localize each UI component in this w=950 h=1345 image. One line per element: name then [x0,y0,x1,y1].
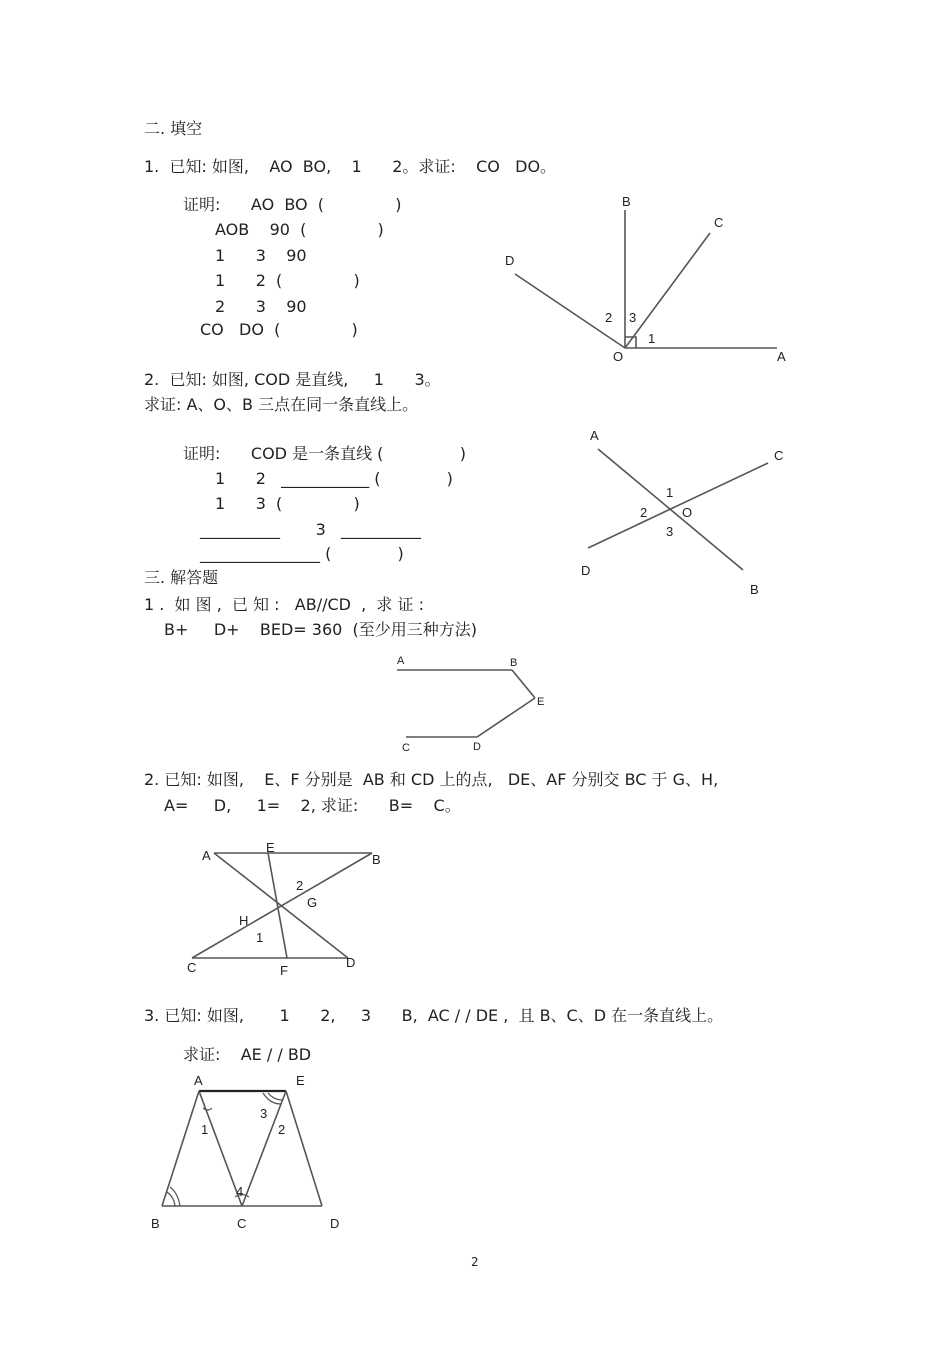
fig4-label: C [187,960,197,975]
fig3-label: C [402,742,410,754]
proof-line: 证明: AO BO ( ) [183,195,402,214]
fig4-label: 1 [256,930,264,945]
proof-line: __________ 3 __________ [200,520,422,539]
fig4-label: E [266,840,275,855]
fig2-label: 1 [666,485,674,500]
fig4-label: D [346,955,356,970]
fig5-label: 2 [278,1122,286,1137]
problem-statement: A= D, 1= 2, 求证: B= C。 [164,796,461,815]
problem-statement: 求证: A、O、B 三点在同一条直线上。 [144,395,419,414]
fig4-label: G [307,895,318,910]
problem-statement: 1. 已知: 如图, AO BO, 1 2。求证: CO DO。 [144,157,557,176]
fig5-label: 3 [260,1106,268,1121]
fig3-label: B [510,657,518,669]
fig5-label: C [237,1216,247,1231]
proof-line: 1 2 ___________ ( ) [215,469,453,488]
fig4-label: F [280,963,288,978]
fig1-label: 1 [648,331,656,346]
fig2-label: B [750,582,759,597]
fig2-label: D [581,563,591,578]
proof-line: 2 3 90 [215,297,307,316]
section-heading: 三. 解答题 [144,568,219,587]
fig2-label: 2 [640,505,648,520]
problem-statement: 求证: AE / / BD [183,1045,312,1064]
fig5-label: 1 [201,1122,209,1137]
fig4-label: 2 [296,878,304,893]
fig1-label: A [777,349,786,364]
fig3-label: E [537,696,545,708]
fig5-label: E [296,1073,305,1088]
fig1-label: C [714,215,724,230]
section-heading: 二. 填空 [144,119,203,138]
fig5-label: 4 [236,1184,244,1199]
proof-line: _______________ ( ) [200,544,404,563]
fig5-label: D [330,1216,340,1231]
problem-statement: 1 . 如 图 , 已 知 : AB//CD , 求 证 : [144,595,424,614]
fig2-label: 3 [666,524,674,539]
fig3-label: D [473,741,481,753]
problem-statement: 2. 已知: 如图, E、F 分别是 AB 和 CD 上的点, DE、AF 分别交 BC 于 G、H, [144,770,719,789]
fig1-label: O [613,349,624,364]
fig2-label: C [774,448,784,463]
fig1-label: 3 [629,310,637,325]
page-number: 2 [471,1255,479,1269]
fig3-label: A [397,655,405,667]
fig2-label: A [590,428,599,443]
fig5-label: A [194,1073,203,1088]
fig4-label: A [202,848,211,863]
fig4-label: H [239,913,249,928]
fig1-label: 2 [605,310,613,325]
proof-line: 1 3 90 [215,246,307,265]
problem-statement: B+ D+ BED= 360 (至少用三种方法) [164,620,477,639]
fig1-label: D [505,253,515,268]
fig1-label: B [622,194,631,209]
proof-line: CO DO ( ) [200,320,358,339]
problem-statement: 2. 已知: 如图, COD 是直线, 1 3。 [144,370,441,389]
fig2-label: O [682,505,693,520]
proof-line: 1 2 ( ) [215,271,360,290]
fig4-label: B [372,852,381,867]
proof-line: 1 3 ( ) [215,494,360,513]
fig5-label: B [151,1216,160,1231]
problem-statement: 3. 已知: 如图, 1 2, 3 B, AC / / DE , 且 B、C、D 在一条直线上。 [144,1006,724,1025]
proof-line: 证明: COD 是一条直线 ( ) [183,444,466,463]
proof-line: AOB 90 ( ) [215,220,384,239]
